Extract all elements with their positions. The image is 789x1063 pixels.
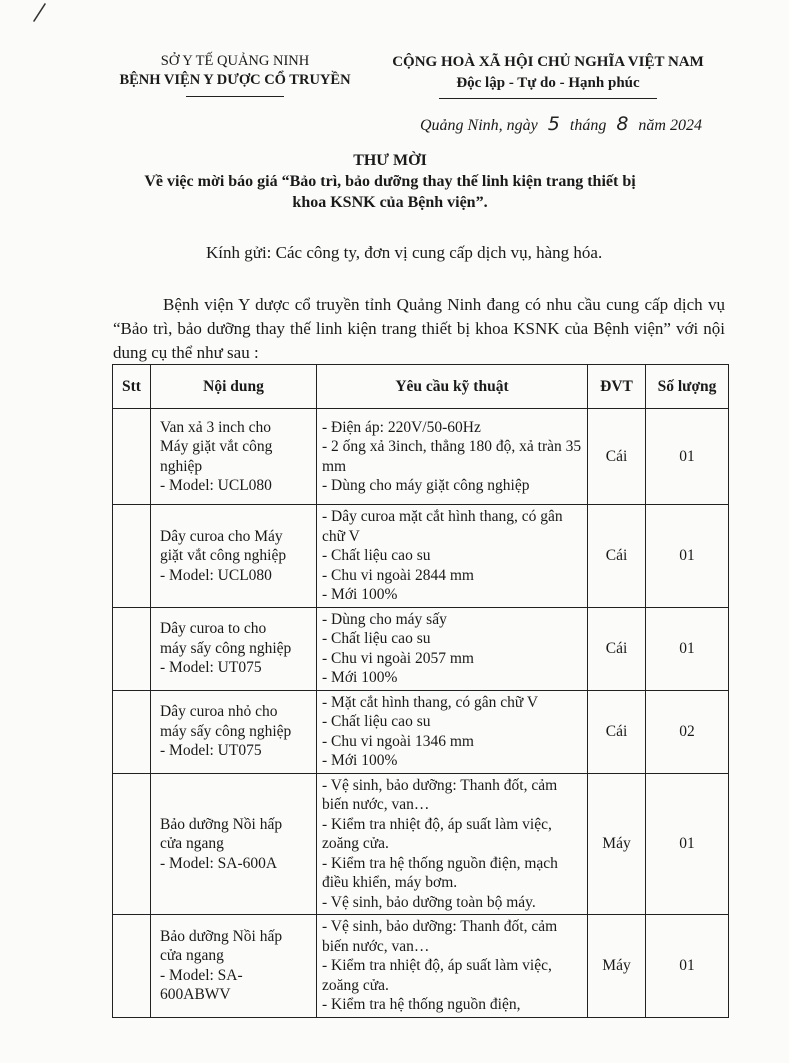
requirement-line: - Kiểm tra nhiệt độ, áp suất làm việc, zoăng cửa. <box>322 815 552 852</box>
cell-unit: Cái <box>588 505 646 608</box>
authority-line-1: SỞ Y TẾ QUẢNG NINH <box>160 53 310 69</box>
content-line: - Model: SA- <box>160 966 243 984</box>
content-line: máy sấy công nghiệp <box>160 639 292 657</box>
requirement-line: - Chu vi ngoài 2057 mm <box>322 649 474 667</box>
cell-stt <box>113 915 151 1018</box>
content-line: Bảo dưỡng Nồi hấp <box>160 815 283 833</box>
requirement-line: - Vệ sinh, bảo dưỡng: Thanh đốt, cảm biến nước, van… <box>322 776 558 813</box>
authority-line-2: BỆNH VIỆN Y DƯỢC CỔ TRUYỀN <box>119 72 351 88</box>
table-row <box>113 409 729 505</box>
date-day: 5 <box>547 113 560 135</box>
cell-unit: Cái <box>588 690 646 773</box>
items-table <box>112 364 729 1018</box>
requirement-line: - Chu vi ngoài 2844 mm <box>322 566 474 584</box>
cell-stt <box>113 773 151 915</box>
requirement-line: - Dây curoa mặt cắt hình thang, có gân chữ V <box>322 508 563 545</box>
header-quantity: Số lượng <box>646 365 729 409</box>
motto-underline <box>439 98 657 99</box>
header-requirements: Yêu cầu kỹ thuật <box>317 365 588 409</box>
cell-unit: Máy <box>588 915 646 1018</box>
requirement-line: - Chất liệu cao su <box>322 713 431 730</box>
cell-unit: Cái <box>588 607 646 690</box>
cell-content <box>151 915 317 1018</box>
cell-requirements <box>317 773 588 915</box>
requirement-line: - Mới 100% <box>322 752 398 769</box>
content-line: Máy giặt vắt công <box>160 438 273 455</box>
cell-stt <box>113 607 151 690</box>
content-line: nghiệp <box>160 457 203 475</box>
body-paragraph <box>113 293 725 365</box>
cell-stt <box>113 690 151 773</box>
content-line: - Model: UT075 <box>160 742 262 760</box>
cell-content <box>151 607 317 690</box>
date-year: năm 2024 <box>638 117 702 134</box>
table-row <box>113 690 729 773</box>
cell-requirements <box>317 409 588 505</box>
cell-content <box>151 690 317 773</box>
cell-content <box>151 773 317 915</box>
date-month-label: tháng <box>569 117 607 134</box>
requirement-line: - Chu vi ngoài 1346 mm <box>322 732 474 750</box>
table-row <box>113 505 729 608</box>
header-content: Nội dung <box>151 365 317 409</box>
cell-content <box>151 409 317 505</box>
cell-quantity: 01 <box>646 409 729 505</box>
cell-quantity: 01 <box>646 505 729 608</box>
content-line: - Model: UCL080 <box>160 566 272 584</box>
cell-stt <box>113 409 151 505</box>
content-line: - Model: UT075 <box>160 659 262 677</box>
table-header-row <box>113 365 729 409</box>
table-row <box>113 773 729 915</box>
pen-stroke-mark <box>31 3 47 23</box>
requirement-line: - Dùng cho máy sấy <box>322 610 447 628</box>
cell-quantity: 02 <box>646 690 729 773</box>
cell-stt <box>113 505 151 608</box>
greeting: Kính gửi: Các công ty, đơn vị cung cấp dịch vụ, hàng hóa. <box>206 243 603 262</box>
cell-requirements <box>317 915 588 1018</box>
content-line: Dây curoa cho Máy <box>160 527 283 545</box>
requirement-line: - Chất liệu cao su <box>322 547 431 564</box>
content-line: Bảo dưỡng Nồi hấp <box>160 927 283 945</box>
requirement-line: - Dùng cho máy giặt công nghiệp <box>322 477 530 494</box>
content-line: Dây curoa nhỏ cho <box>160 703 278 721</box>
title-block <box>110 150 670 213</box>
date-place: Quảng Ninh, ngày <box>420 117 538 134</box>
requirement-line: - Kiểm tra hệ thống nguồn điện, <box>322 996 521 1013</box>
cell-quantity: 01 <box>646 773 729 915</box>
requirement-line: - 2 ống xả 3inch, thẳng 180 độ, xả tràn 35 mm <box>322 438 582 475</box>
content-line: cửa ngang <box>160 947 224 965</box>
content-line: 600ABWV <box>160 986 231 1004</box>
national-motto <box>378 52 718 99</box>
subtitle-line-1: Về việc mời báo giá “Bảo trì, bảo dưỡng thay thế linh kiện trang thiết bị <box>144 173 636 190</box>
requirement-line: - Mặt cắt hình thang, có gân chữ V <box>322 693 539 711</box>
content-line: - Model: SA-600A <box>160 854 278 872</box>
motto-line-1: CỘNG HOÀ XÃ HỘI CHỦ NGHĨA VIỆT NAM <box>392 54 704 70</box>
date-month: 8 <box>616 113 629 135</box>
table-row <box>113 915 729 1018</box>
requirement-line: - Chất liệu cao su <box>322 630 431 647</box>
content-line: - Model: UCL080 <box>160 477 272 494</box>
issuing-authority <box>105 52 365 97</box>
cell-requirements <box>317 690 588 773</box>
header-unit: ĐVT <box>588 365 646 409</box>
cell-requirements <box>317 607 588 690</box>
requirement-line: - Vệ sinh, bảo dưỡng: Thanh đốt, cảm biến nước, van… <box>322 918 558 955</box>
cell-quantity: 01 <box>646 915 729 1018</box>
header-stt: Stt <box>113 365 151 409</box>
subtitle-line-2: khoa KSNK của Bệnh viện”. <box>292 194 488 211</box>
motto-line-2: Độc lập - Tự do - Hạnh phúc <box>456 75 640 91</box>
cell-unit: Máy <box>588 773 646 915</box>
cell-quantity: 01 <box>646 607 729 690</box>
requirement-line: - Vệ sinh, bảo dưỡng toàn bộ máy. <box>322 893 536 911</box>
cell-requirements <box>317 505 588 608</box>
cell-content <box>151 505 317 608</box>
requirement-line: - Điện áp: 220V/50-60Hz <box>322 418 481 436</box>
document-title: THƯ MỜI <box>353 152 427 169</box>
dateline <box>420 113 740 135</box>
requirement-line: - Kiểm tra hệ thống nguồn điện, mạch điều khiển, máy bơm. <box>322 854 558 891</box>
authority-underline <box>186 96 284 97</box>
content-line: Van xả 3 inch cho <box>160 418 272 436</box>
requirement-line: - Mới 100% <box>322 586 398 603</box>
content-line: máy sấy công nghiệp <box>160 722 292 740</box>
requirement-line: - Mới 100% <box>322 669 398 686</box>
body-text: Bệnh viện Y dược cổ truyền tỉnh Quảng Ninh đang có nhu cầu cung cấp dịch vụ “Bảo trì, bảo dưỡng thay thế linh kiện trang thiết bị khoa KSNK của Bệnh viện” với nội dung cụ thể như sau : <box>113 295 725 362</box>
content-line: giặt vắt công nghiệp <box>160 547 287 564</box>
cell-unit: Cái <box>588 409 646 505</box>
table-row <box>113 607 729 690</box>
requirement-line: - Kiểm tra nhiệt độ, áp suất làm việc, zoăng cửa. <box>322 957 552 994</box>
content-line: Dây curoa to cho <box>160 620 267 638</box>
content-line: cửa ngang <box>160 835 224 852</box>
